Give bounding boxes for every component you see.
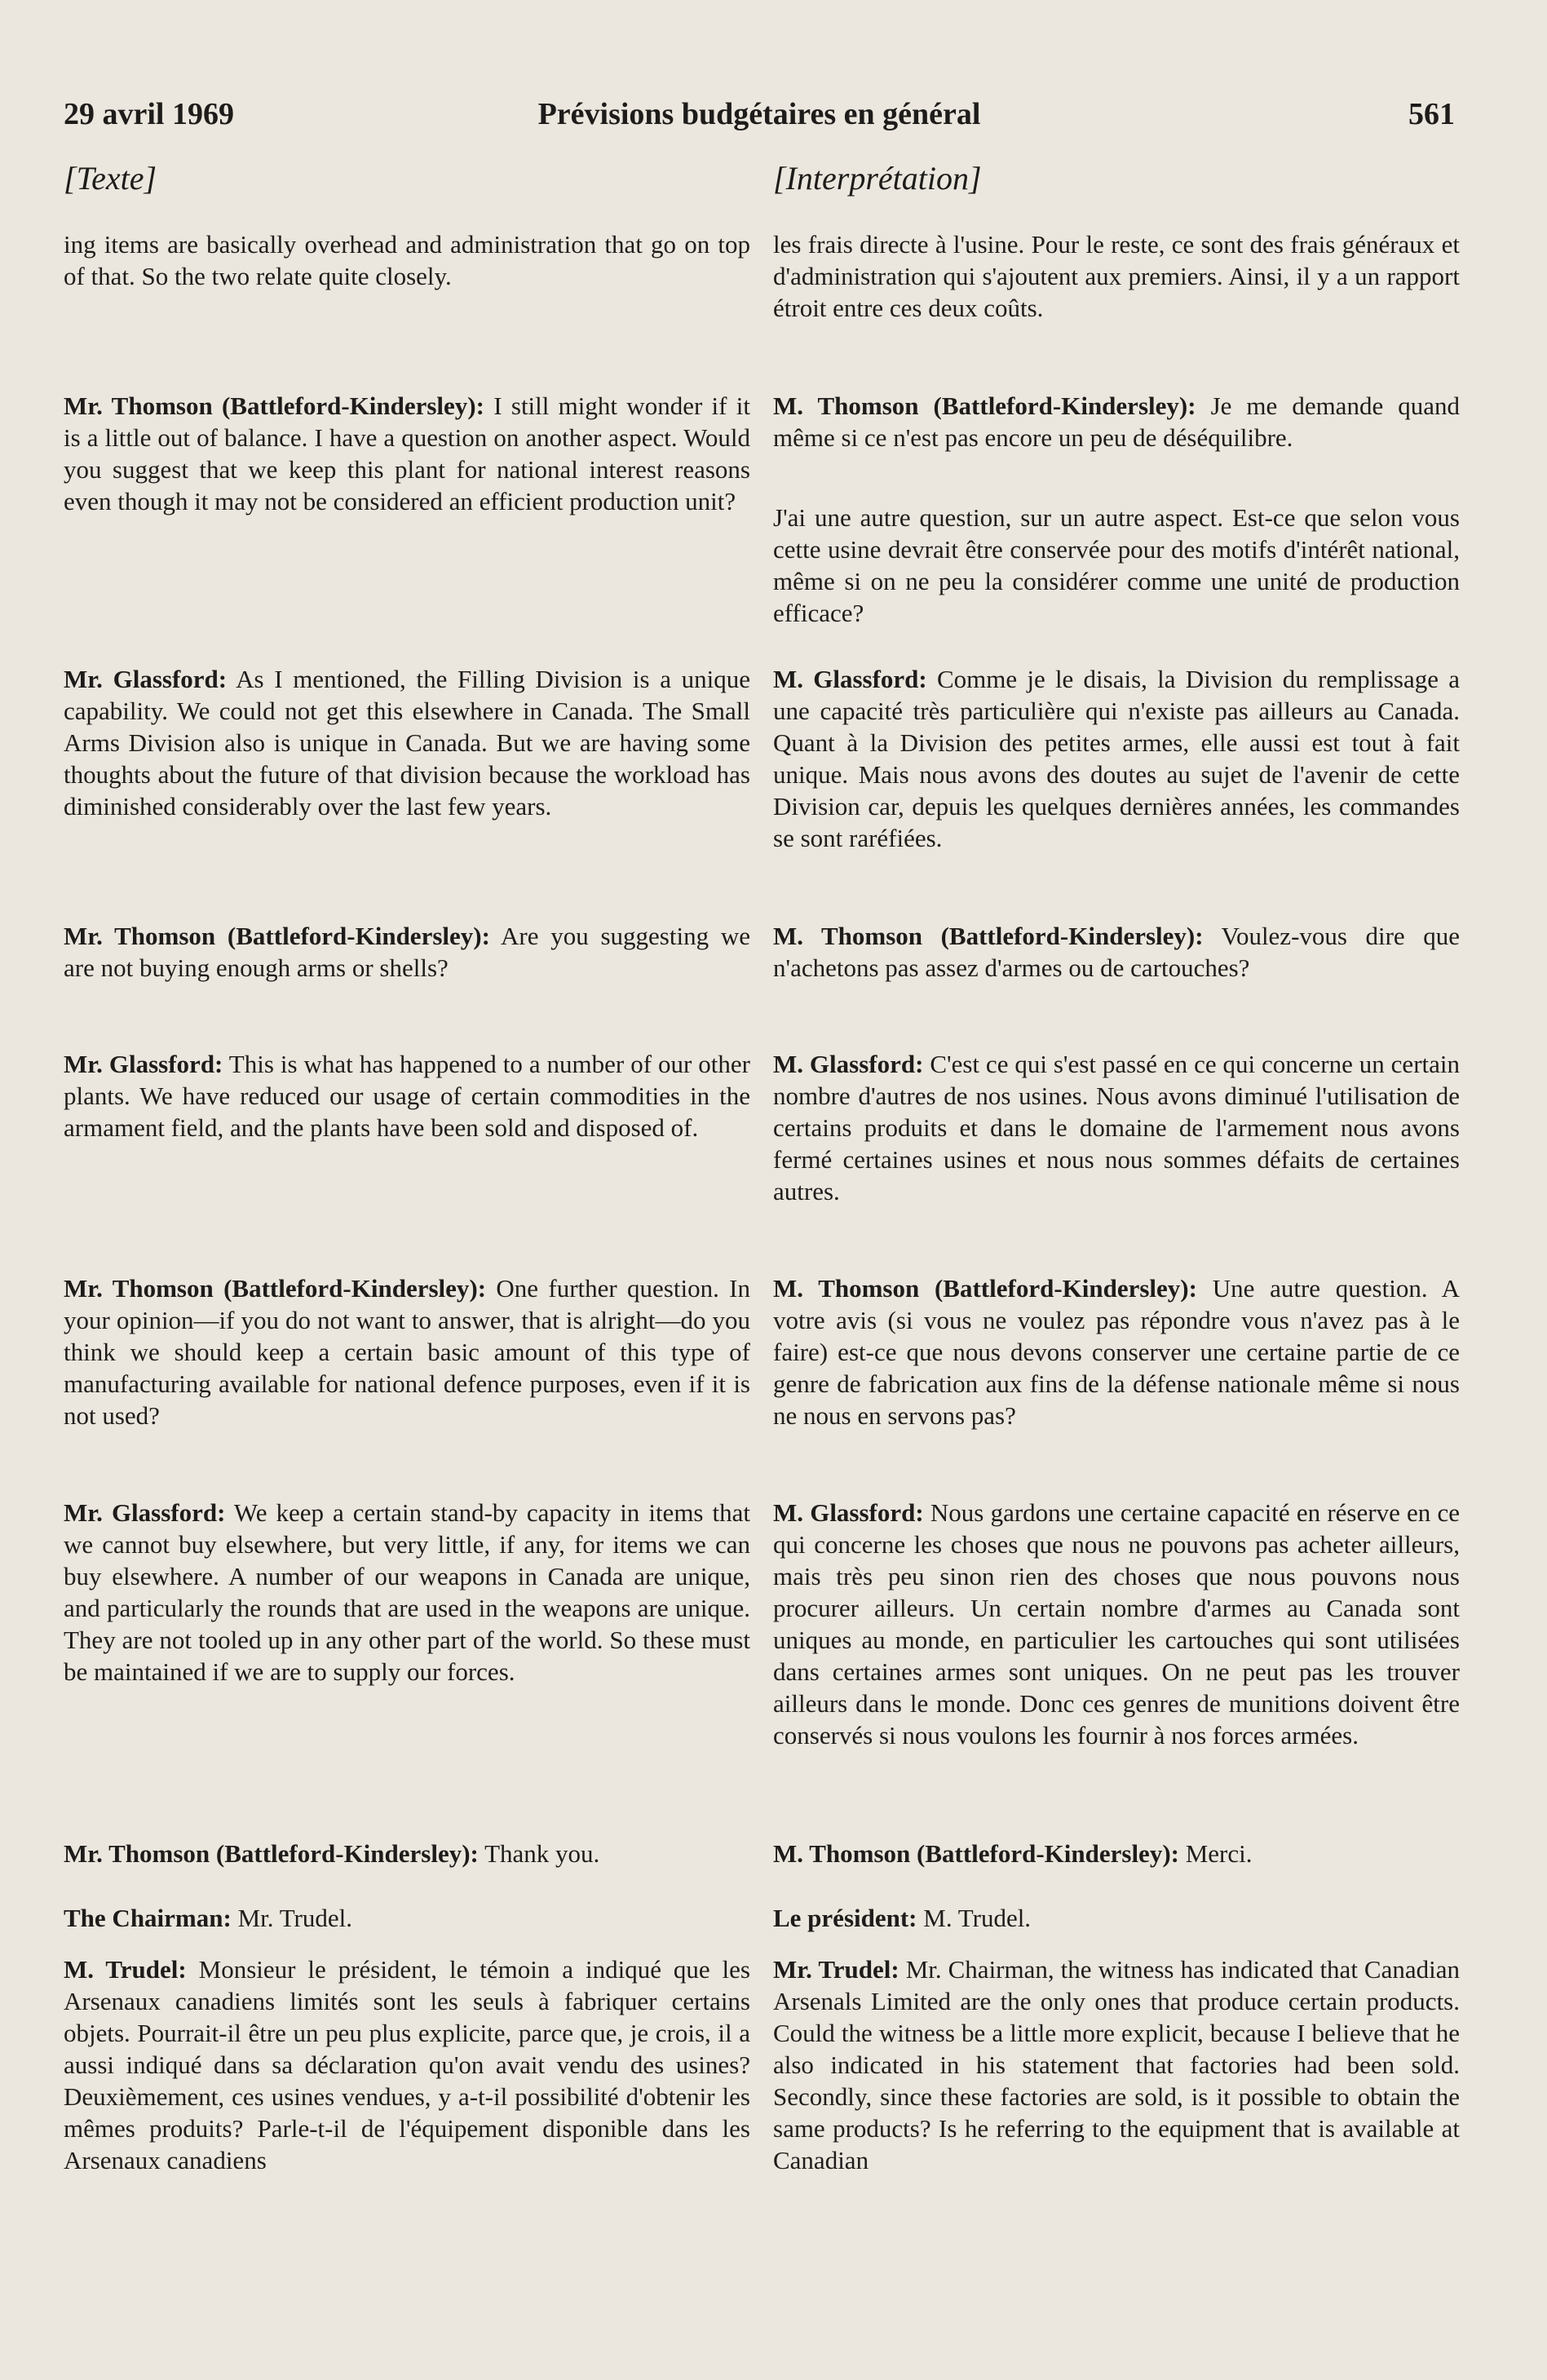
speaker: Mr. Trudel: [773,1955,899,1984]
paragraph-text: Nous gardons une certaine capacité en réserve en ce qui concerne les choses que nous ne pouvons pas acheter ailleurs, mais très peu sinon rien des choses que nous pouvons nous procurer ailleurs. Un certain nombre d'armes au Canada sont uniques au monde, en particulier les cartouches qui sont utilisées dans certaines armes sont uniques. On ne peut pas les trouver ailleurs dans le monde. Donc ces genres de munitions doivent être conservés si nous voulons les fournir à nos forces armées. [773,1498,1460,1750]
paragraph-text: Thank you. [484,1839,600,1868]
paragraph-text: Monsieur le président, le témoin a indiqué que les Arsenaux canadiens limités sont les seuls à fabriquer certains objets. Pourrait-il être un peu plus explicite, parce que, je crois, il a aussi indiqué dans sa déclaration qu'on avait vendu des usines? Deuxièmement, ces usines vendues, y a-t-il possibilité d'obtenir les mêmes produits? Parle-t-il de l'équipement disponible dans les Arsenaux canadiens [64,1955,750,2174]
speaker: Mr. Thomson (Battleford-Kindersley): [64,392,484,420]
paragraph [773,663,1460,854]
right-column-french [773,159,1461,2174]
paragraph [773,502,1460,629]
paragraph-text: Comme je le disais, la Division du remplissage a une capacité très particulière qui n'existe pas ailleurs au Canada. Quant à la Division des petites armes, elle aussi est tout à fait unique. Mais nous avons des doutes au sujet de l'avenir de cette Division car, depuis les quelques dernières années, les commandes se sont raréfiées. [773,665,1461,852]
paragraph [773,228,1460,324]
paragraph [64,1902,750,1934]
paragraph-text: Une autre question. A votre avis (si vous ne voulez pas répondre vous n'avez pas à le faire) est-ce que nous devons conserver une certaine partie de ce genre de fabrication aux fins de la défense nationale même si nous ne nous en servons pas? [773,1274,1461,1430]
paragraph-text: Merci. [1185,1839,1253,1868]
column-label-texte: [Texte] [64,160,157,197]
speaker: Mr. Glassford: [64,1050,223,1078]
running-header [64,96,1455,145]
header-title: Prévisions budgétaires en général [537,97,981,131]
paragraph [773,390,1460,453]
paragraph [64,228,750,292]
speaker: M. Glassford: [773,665,927,693]
speaker: Mr. Thomson (Battleford-Kindersley): [64,1274,487,1303]
speaker: M. Glassford: [773,1498,924,1527]
paragraph [773,1838,1460,1869]
paragraph [64,920,750,984]
paragraph [773,1048,1460,1207]
header-date: 29 avril 1969 [64,97,234,131]
speaker: M. Thomson (Battleford-Kindersley): [773,1839,1179,1868]
column-label-interpretation: [Interprétation] [773,160,982,197]
paragraph [773,920,1460,984]
left-column-english [64,159,751,2174]
paragraph [64,663,750,822]
paragraph-text: Are you suggesting we are not buying enough arms or shells? [64,922,751,982]
speaker: Mr. Glassford: [64,665,228,693]
paragraph-text: ing items are basically overhead and administration that go on top of that. So the two relate quite closely. [64,230,750,290]
speaker: M. Glassford: [773,1050,924,1078]
paragraph-text: We keep a certain stand-by capacity in items that we cannot buy elsewhere, but very little, if any, for items we can buy elsewhere. A number of our weapons in Canada are unique, and particularly the rounds that are used in the weapons are unique. They are not tooled up in any other part of the world. So these must be maintained if we are to supply our forces. [64,1498,750,1686]
paragraph-text: This is what has happened to a number of our other plants. We have reduced our usage of certain commodities in the armament field, and the plants have been sold and disposed of. [64,1050,750,1142]
paragraph-text: C'est ce qui s'est passé en ce qui concerne un certain nombre d'autres de nos usines. Nous avons diminué l'utilisation de certains produits et dans le domaine de l'armement nous avons fermé certaines usines et nous nous sommes défaits de certaines autres. [773,1050,1461,1205]
paragraph-text: I still might wonder if it is a little out of balance. I have a question on another aspect. Would you suggest that we keep this plant for national interest reasons even though it may not be considered an efficient production unit? [64,392,751,515]
paragraph-text: Mr. Chairman, the witness has indicated that Canadian Arsenals Limited are the only ones that produce certain products. Could the witness be a little more explicit, because I believe that he also indicated in his statement that factories had been sold. Secondly, since these factories are sold, is it possible to obtain the same products? Is he referring to the equipment that is available at Canadian [773,1955,1460,2174]
paragraph [64,1953,750,2176]
paragraph [773,1497,1460,1751]
paragraph [773,1902,1460,1934]
paragraph-text: Je me demande quand même si ce n'est pas encore un peu de déséquilibre. [773,392,1460,452]
speaker: M. Thomson (Battleford-Kindersley): [773,922,1204,950]
paragraph-text: One further question. In your opinion—if you do not want to answer, that is alright—do you think we should keep a certain basic amount of this type of manufacturing available for national defence purposes, even if it is not used? [64,1274,750,1430]
paragraph [64,390,750,517]
paragraph-text: J'ai une autre question, sur un autre aspect. Est-ce que selon vous cette usine devrait être conservée pour des motifs d'intérêt national, même si on ne peu la considérer comme une unité de production efficace? [773,503,1460,627]
speaker: The Chairman: [64,1904,232,1932]
speaker: M. Trudel: [64,1955,187,1984]
speaker: Mr. Glassford: [64,1498,226,1527]
paragraph-text: les frais directe à l'usine. Pour le reste, ce sont des frais généraux et d'administration qui s'ajoutent aux premiers. Ainsi, il y a un rapport étroit entre ces deux coûts. [773,230,1460,322]
paragraph-text: Voulez-vous dire que n'achetons pas assez d'armes ou de cartouches? [773,922,1460,982]
speaker: Le président: [773,1904,917,1932]
speaker: Mr. Thomson (Battleford-Kindersley): [64,1839,479,1868]
paragraph [64,1838,750,1869]
paragraph-text: Mr. Trudel. [237,1904,352,1932]
paragraph-text: As I mentioned, the Filling Division is a unique capability. We could not get this elsewhere in Canada. The Small Arms Division also is unique in Canada. But we are having some thoughts about the future of that division because the workload has diminished considerably over the last few years. [64,665,750,821]
speaker: M. Thomson (Battleford-Kindersley): [773,392,1196,420]
paragraph [64,1272,750,1431]
page-number: 561 [1408,97,1455,131]
paragraph-text: M. Trudel. [923,1904,1032,1932]
paragraph [773,1953,1460,2176]
paragraph [773,1272,1460,1431]
speaker: Mr. Thomson (Battleford-Kindersley): [64,922,490,950]
paragraph [64,1048,750,1144]
speaker: M. Thomson (Battleford-Kindersley): [773,1274,1197,1303]
paragraph [64,1497,750,1688]
